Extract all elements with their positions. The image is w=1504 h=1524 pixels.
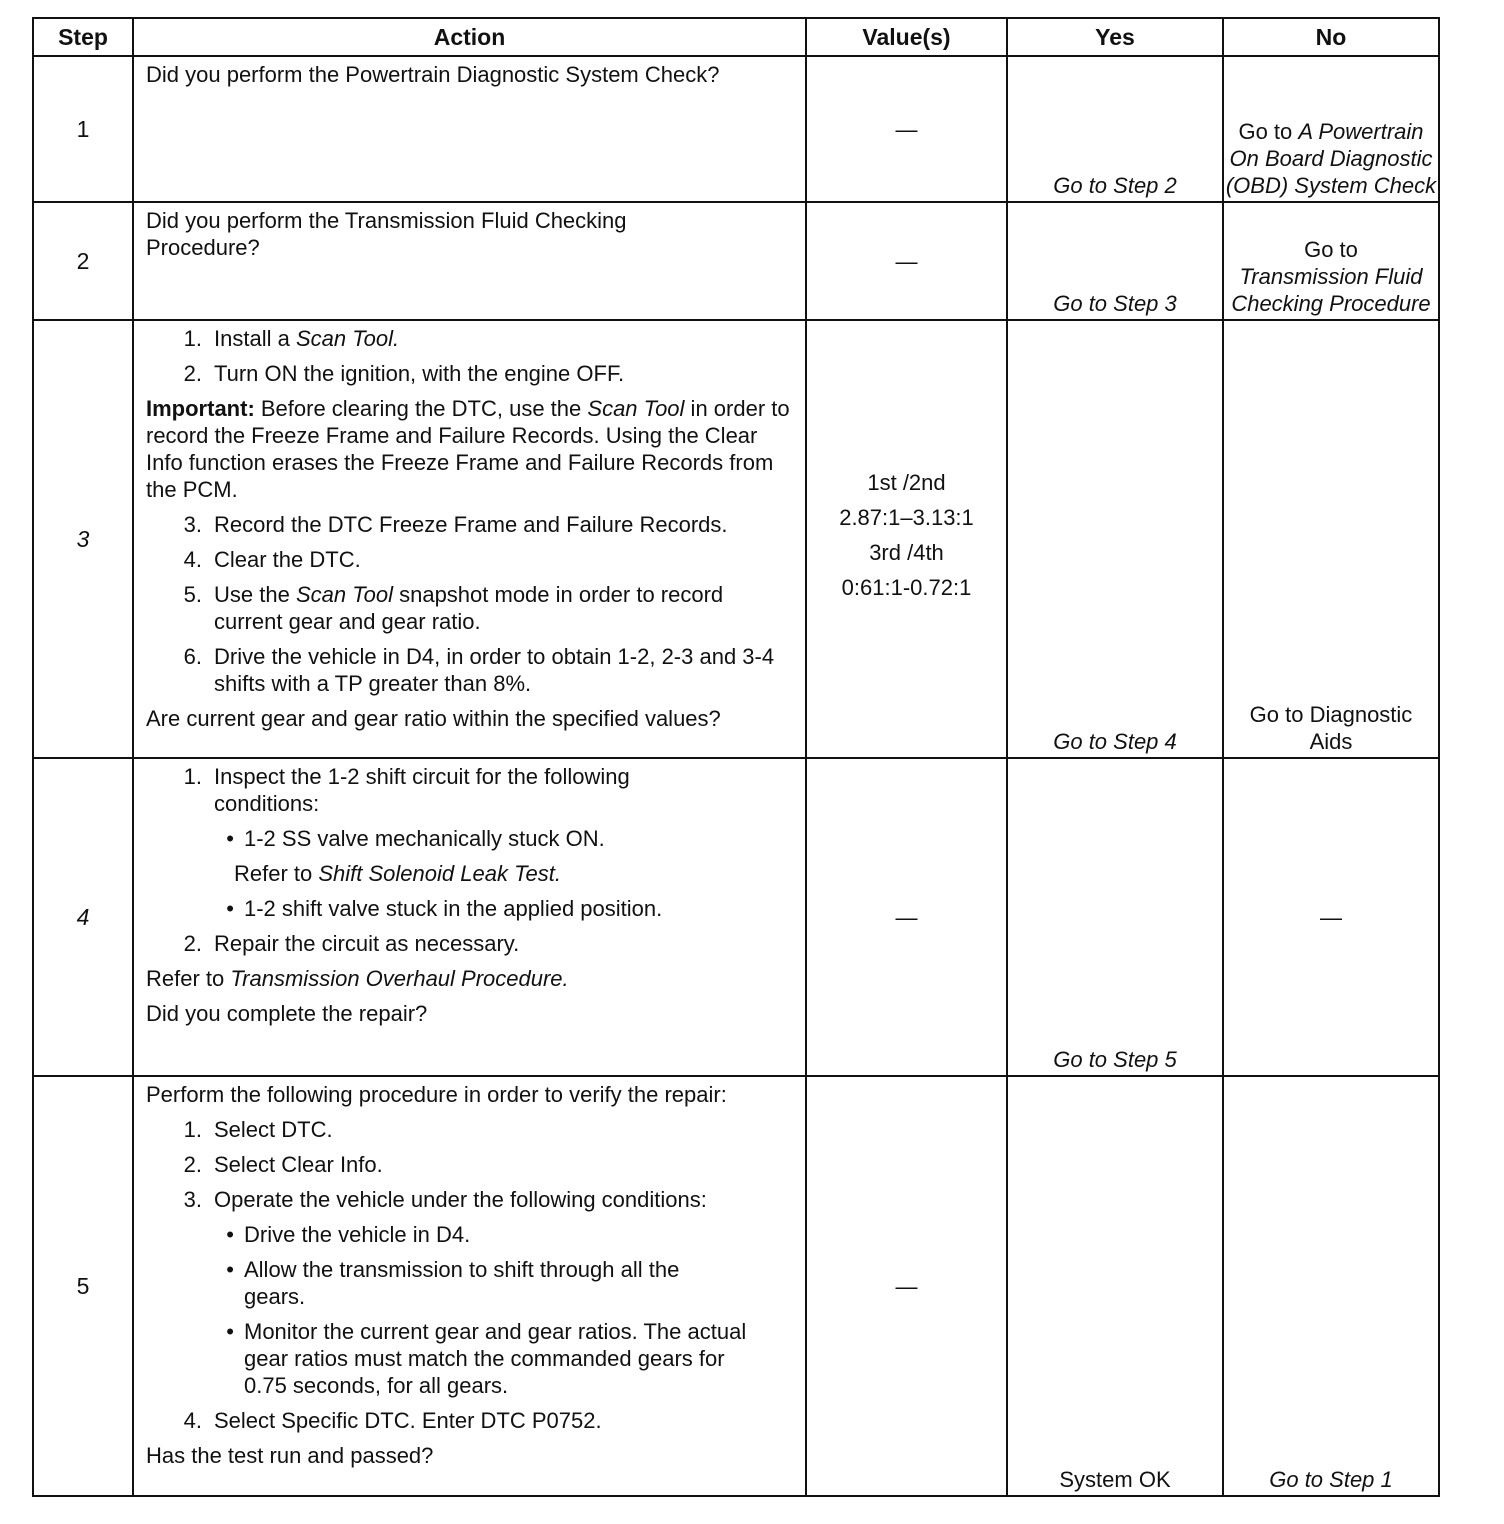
refer-text: Refer to Transmission Overhaul Procedure. [146,966,569,991]
value-line: 0:61:1-0.72:1 [841,575,972,600]
header-no: No [1223,18,1439,56]
action-cell [133,320,806,758]
list-item: 1. Select DTC. [183,1117,333,1142]
value-cell: — [806,56,1007,202]
step-number: 4 [33,758,133,1076]
value-line: 2.87:1–3.13:1 [839,505,974,530]
yes-link[interactable]: Go to Step 5 [1007,758,1223,1076]
question-text: Has the test run and passed? [146,1443,434,1468]
table-row [33,758,1439,1076]
important-note: Important: Before clearing the DTC, use the Scan Tool in order to record the Freeze Frame and Failure Records. Using the Clear Info function erases the Freeze Frame and Failure Records from the PCM. [146,396,790,502]
question-text: Are current gear and gear ratio within the specified values? [146,706,721,731]
no-link[interactable]: Go to Step 1 [1223,1076,1439,1496]
value-cell: — [806,758,1007,1076]
no-link[interactable] [1223,202,1439,320]
no-prefix: Go to [1238,119,1299,144]
list-item: 2. Turn ON the ignition, with the engine OFF. [183,361,625,386]
question-text: Did you perform the Powertrain Diagnostic System Check? [146,62,720,87]
list-item: 5. Use the Scan Tool snapshot mode in order to record current gear and gear ratio. [183,582,724,634]
list-item: 3. Record the DTC Freeze Frame and Failure Records. [183,512,728,537]
list-item: 1. Install a Scan Tool. [183,326,400,351]
list-item: 2. Repair the circuit as necessary. [183,931,520,956]
header-step: Step [33,18,133,56]
yes-link[interactable]: Go to Step 2 [1007,56,1223,202]
bullet-item: • Drive the vehicle in D4. [226,1222,471,1247]
bullet-item: • 1-2 shift valve stuck in the applied position. [226,896,663,921]
action-cell [133,202,806,320]
header-yes: Yes [1007,18,1223,56]
list-item: 1. Inspect the 1-2 shift circuit for the following conditions: [183,764,630,816]
bullet-item: • 1-2 SS valve mechanically stuck ON. [226,826,605,851]
yes-link[interactable]: Go to Step 4 [1007,320,1223,758]
no-prefix: Go to [1304,237,1358,262]
value-cell [806,320,1007,758]
step-number: 3 [33,320,133,758]
no-link[interactable]: Go to Diagnostic Aids [1223,320,1439,758]
action-cell [133,758,806,1076]
step-number: 2 [33,202,133,320]
table-row [33,202,1439,320]
no-target: Transmission Fluid Checking Procedure [1231,264,1431,316]
header-action: Action [133,18,806,56]
list-item: 4. Clear the DTC. [183,547,361,572]
yes-link[interactable]: System OK [1007,1076,1223,1496]
header-values: Value(s) [806,18,1007,56]
bullet-item: • Monitor the current gear and gear ratios. The actual gear ratios must match the commanded gears for 0.75 seconds, for all gears. [226,1319,747,1398]
action-cell [133,1076,806,1496]
no-target: A Powertrain On Board Diagnostic (OBD) System Check [1225,119,1437,198]
value-cell: — [806,202,1007,320]
value-line: 1st /2nd [867,470,946,495]
refer-text: Refer to Shift Solenoid Leak Test. [234,861,561,886]
step-number: 1 [33,56,133,202]
list-item: 3. Operate the vehicle under the following conditions: [183,1187,707,1212]
yes-link[interactable]: Go to Step 3 [1007,202,1223,320]
value-cell: — [806,1076,1007,1496]
action-cell [133,56,806,202]
no-link[interactable] [1223,56,1439,202]
bullet-item: • Allow the transmission to shift through all the gears. [226,1257,680,1309]
question-text: Did you perform the Transmission Fluid Checking Procedure? [146,208,627,260]
table-row [33,56,1439,202]
list-item: 4. Select Specific DTC. Enter DTC P0752. [183,1408,602,1433]
question-text: Did you complete the repair? [146,1001,428,1026]
list-item: 6. Drive the vehicle in D4, in order to obtain 1-2, 2-3 and 3-4 shifts with a TP greater than 8%. [183,644,775,696]
header-row [33,18,1439,56]
step-number: 5 [33,1076,133,1496]
table-row [33,1076,1439,1496]
table-row [33,320,1439,758]
intro-text: Perform the following procedure in order to verify the repair: [146,1082,727,1107]
no-cell: — [1223,758,1439,1076]
list-item: 2. Select Clear Info. [183,1152,383,1177]
value-line: 3rd /4th [869,540,944,565]
diagnostic-table [32,17,1440,1497]
